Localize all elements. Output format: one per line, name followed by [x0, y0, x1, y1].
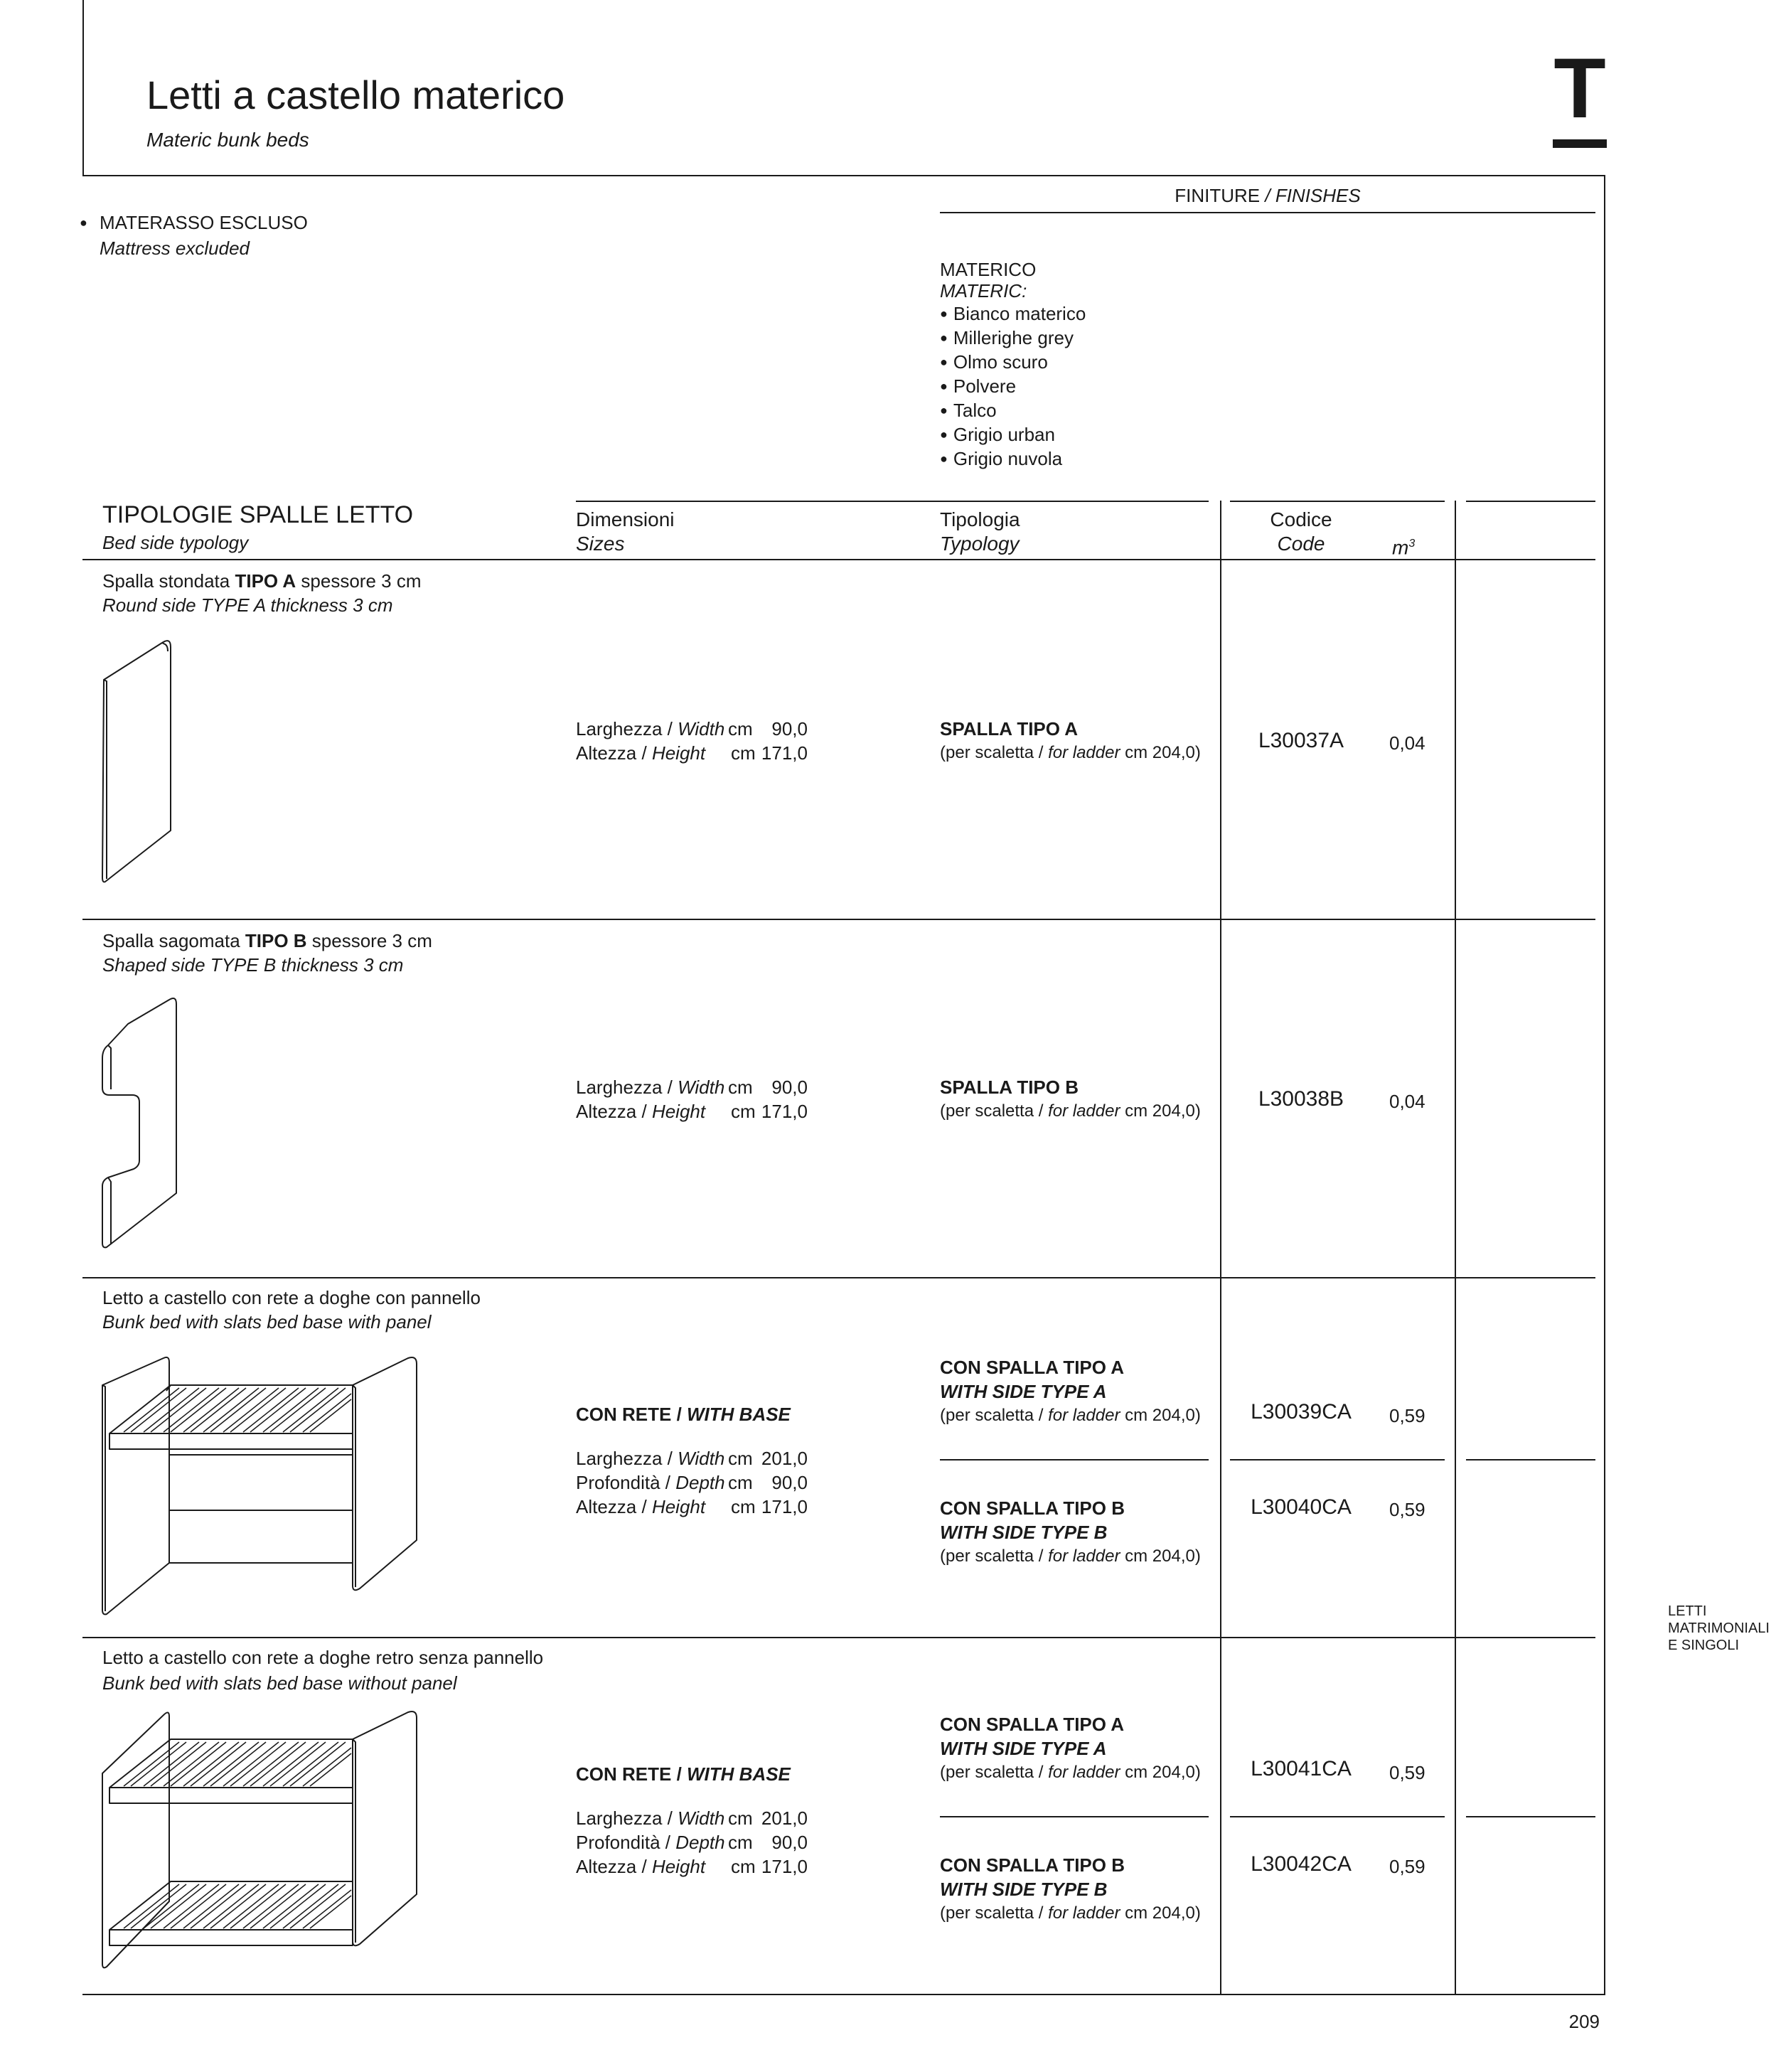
finishes-header-sep: / [1260, 185, 1275, 206]
unit-cm: cm [731, 742, 756, 764]
height-label: Altezza [576, 742, 637, 764]
row-4-variant-1-code: L30041CA [1251, 1757, 1352, 1780]
finish-item: ● Polvere [940, 375, 1086, 400]
finishes-group-it: MATERICO [940, 259, 1037, 280]
width-label-en: Width [678, 1077, 725, 1098]
col-code-en: Code [1277, 533, 1325, 555]
page-number: 209 [1568, 2011, 1600, 2032]
sep: / [636, 742, 652, 764]
side-type-a-drawing [100, 637, 178, 886]
width-value: 90,0 [771, 1077, 808, 1098]
row-1-width-value [728, 717, 808, 741]
height-label-en: Height [651, 1856, 706, 1877]
row-2-code: L30038B [1258, 1087, 1344, 1111]
col-typology: Tipologia [940, 508, 1020, 530]
code-column-divider [1220, 501, 1221, 1995]
row-4-depth-value [728, 1830, 808, 1854]
row-divider [82, 1637, 1595, 1638]
row-3-depth-value [728, 1470, 808, 1495]
depth-value: 90,0 [771, 1472, 808, 1493]
row-1-code: L30037A [1258, 729, 1344, 752]
height-label-en: Height [651, 1496, 706, 1517]
note-label: MATERASSO ESCLUSO [100, 212, 308, 233]
row-3-title-en: Bunk bed with slats bed base with panel [102, 1311, 432, 1333]
row-1-title-bold: TIPO A [235, 570, 296, 592]
row-1-title-pre: Spalla stondata [102, 570, 235, 592]
unit-cm: cm [728, 1077, 753, 1098]
sep: / [662, 1077, 678, 1098]
ladder-pre: (per scaletta / [940, 1406, 1049, 1425]
width-label-en: Width [678, 1807, 725, 1829]
depth-label-en: Depth [675, 1832, 725, 1853]
variant-divider [940, 1816, 1209, 1817]
width-label-en: Width [678, 1448, 725, 1469]
finishes-group-en: MATERIC: [940, 280, 1027, 301]
finishes-list [940, 303, 1086, 472]
width-value: 201,0 [761, 1807, 808, 1829]
row-4-height-value [731, 1854, 808, 1879]
row-3-variant-2-volume: 0,59 [1389, 1499, 1425, 1520]
row-3-width [576, 1446, 724, 1470]
ladder-pre: (per scaletta / [940, 1547, 1049, 1566]
row-4-variant-1-ladder [940, 1761, 1201, 1785]
con-rete: CON RETE / [576, 1763, 688, 1785]
ladder-pre: (per scaletta / [940, 1903, 1049, 1923]
row-2-title-en: Shaped side TYPE B thickness 3 cm [102, 954, 404, 976]
row-2-ladder [940, 1099, 1201, 1123]
ladder-post: cm 204,0) [1120, 1903, 1201, 1923]
col-dimensions: Dimensioni [576, 508, 675, 530]
row-2-type: SPALLA TIPO B [940, 1077, 1079, 1098]
with-base: WITH BASE [687, 1404, 791, 1425]
ladder-en: for ladder [1048, 1903, 1120, 1923]
depth-label-en: Depth [675, 1472, 725, 1493]
finish-item: ● Grigio urban [940, 424, 1086, 448]
row-3-variant-2-code: L30040CA [1251, 1495, 1352, 1519]
row-2-width-value [728, 1075, 808, 1099]
side-tab-line: LETTI [1668, 1603, 1707, 1619]
height-label-en: Height [651, 742, 706, 764]
row-4-variant-2-ladder [940, 1901, 1201, 1926]
row-4-variant-2-code: L30042CA [1251, 1852, 1352, 1876]
ladder-en: for ladder [1048, 1101, 1120, 1121]
finishes-divider [940, 212, 1595, 213]
row-3-title: Letto a castello con rete a doghe con pannello [102, 1287, 481, 1308]
row-3-variant-1-type: CON SPALLA TIPO A [940, 1357, 1125, 1378]
extra-column-divider [1455, 501, 1456, 1995]
row-1-type: SPALLA TIPO A [940, 718, 1079, 739]
sep: / [636, 1856, 652, 1877]
row-3-variant-1-code: L30039CA [1251, 1400, 1352, 1424]
col-volume-sup: 3 [1408, 538, 1416, 550]
brand-logo [1550, 41, 1610, 151]
row-4-variant-1-type: CON SPALLA TIPO A [940, 1714, 1125, 1735]
ladder-post: cm 204,0) [1120, 1547, 1201, 1566]
finishes-header-it: FINITURE [1175, 185, 1261, 206]
width-label: Larghezza [576, 1077, 663, 1098]
variant-divider [1230, 1816, 1445, 1817]
col-volume [1392, 532, 1415, 560]
variant-divider [1466, 1459, 1595, 1460]
row-3-variant-1-type-en: WITH SIDE TYPE A [940, 1381, 1107, 1402]
width-value: 201,0 [761, 1448, 808, 1469]
row-1-title-en: Round side TYPE A thickness 3 cm [102, 594, 393, 616]
sep: / [660, 1832, 676, 1853]
finishes-header-en: FINISHES [1275, 185, 1361, 206]
frame-right-line [1604, 175, 1605, 1995]
ladder-en: for ladder [1048, 1547, 1120, 1566]
ladder-en: for ladder [1048, 1406, 1120, 1425]
sep: / [636, 1101, 652, 1122]
side-type-b-drawing [100, 995, 185, 1251]
side-tab-line: E SINGOLI [1668, 1638, 1740, 1653]
col-header-top-line [576, 501, 1209, 502]
row-1-title-post: spessore 3 cm [296, 570, 422, 592]
variant-divider [1230, 1459, 1445, 1460]
frame-bottom-line [82, 1994, 1605, 1995]
bunk-bed-without-panel-drawing [100, 1709, 427, 1972]
row-4-variant-1-type-en: WITH SIDE TYPE A [940, 1738, 1107, 1759]
con-rete: CON RETE / [576, 1404, 688, 1425]
height-value: 171,0 [761, 1856, 808, 1877]
col-code: Codice [1270, 508, 1332, 530]
row-2-width [576, 1075, 724, 1099]
width-label: Larghezza [576, 718, 663, 739]
finish-item: ● Talco [940, 400, 1086, 424]
height-value: 171,0 [761, 742, 808, 764]
note-translation: Mattress excluded [100, 237, 250, 259]
row-2-volume: 0,04 [1389, 1091, 1425, 1112]
ladder-pre: (per scaletta / [940, 1101, 1049, 1121]
row-2-height [576, 1099, 705, 1123]
unit-cm: cm [731, 1856, 756, 1877]
row-1-height-value [731, 741, 808, 765]
ladder-post: cm 204,0) [1120, 743, 1201, 762]
ladder-post: cm 204,0) [1120, 1101, 1201, 1121]
unit-cm: cm [728, 1472, 753, 1493]
row-3-height [576, 1495, 705, 1519]
ladder-en: for ladder [1048, 1763, 1120, 1782]
ladder-post: cm 204,0) [1120, 1406, 1201, 1425]
width-value: 90,0 [771, 718, 808, 739]
unit-cm: cm [731, 1101, 756, 1122]
finishes-header [940, 183, 1595, 208]
brand-logo-letter: T [1553, 41, 1606, 136]
row-4-variant-1-volume: 0,59 [1389, 1762, 1425, 1783]
unit-cm: cm [728, 1832, 753, 1853]
row-2-title-pre: Spalla sagomata [102, 930, 245, 951]
finish-item: ● Grigio nuvola [940, 448, 1086, 472]
height-label: Altezza [576, 1101, 637, 1122]
side-tab [1668, 1603, 1770, 1654]
depth-value: 90,0 [771, 1832, 808, 1853]
col-volume-unit: m [1392, 536, 1409, 559]
frame-top-line [82, 175, 1605, 176]
height-label-en: Height [651, 1101, 706, 1122]
row-2-title [102, 929, 432, 953]
section-title: TIPOLOGIE SPALLE LETTO [102, 501, 414, 528]
row-1-height [576, 741, 705, 765]
variant-divider [940, 1459, 1209, 1460]
row-1-width [576, 717, 724, 741]
row-4-variant-2-volume: 0,59 [1389, 1856, 1425, 1877]
row-3-variant-2-type: CON SPALLA TIPO B [940, 1497, 1125, 1519]
depth-label: Profondità [576, 1472, 660, 1493]
finish-item: ● Bianco materico [940, 303, 1086, 327]
height-value: 171,0 [761, 1101, 808, 1122]
row-1-ladder [940, 741, 1201, 765]
sep: / [662, 1807, 678, 1829]
finish-item: ● Millerighe grey [940, 327, 1086, 351]
row-2-title-bold: TIPO B [245, 930, 307, 951]
row-4-title: Letto a castello con rete a doghe retro senza pannello [102, 1647, 544, 1668]
depth-label: Profondità [576, 1832, 660, 1853]
unit-cm: cm [731, 1496, 756, 1517]
row-4-variant-2-type-en: WITH SIDE TYPE B [940, 1879, 1108, 1900]
row-3-width-value [728, 1446, 808, 1470]
height-label: Altezza [576, 1856, 637, 1877]
row-2-height-value [731, 1099, 808, 1123]
row-3-depth [576, 1470, 725, 1495]
col-typology-en: Typology [940, 533, 1020, 555]
ladder-en: for ladder [1048, 743, 1120, 762]
row-divider [82, 1277, 1595, 1278]
width-label-en: Width [678, 718, 725, 739]
sep: / [636, 1496, 652, 1517]
with-base: WITH BASE [687, 1763, 791, 1785]
unit-cm: cm [728, 1448, 753, 1469]
ladder-pre: (per scaletta / [940, 743, 1049, 762]
row-4-variant-2-type: CON SPALLA TIPO B [940, 1854, 1125, 1876]
unit-cm: cm [728, 718, 753, 739]
col-header-top-line [1466, 501, 1595, 502]
row-divider [82, 919, 1595, 920]
col-dimensions-en: Sizes [576, 533, 625, 555]
row-3-variant-1-volume: 0,59 [1389, 1405, 1425, 1426]
row-4-title-en: Bunk bed with slats bed base without panel [102, 1672, 457, 1694]
bunk-bed-with-panel-drawing [100, 1355, 427, 1618]
variant-divider [1466, 1816, 1595, 1817]
row-1-title [102, 569, 421, 593]
sep: / [660, 1472, 676, 1493]
row-4-width [576, 1806, 724, 1830]
row-3-height-value [731, 1495, 808, 1519]
table-header-divider [82, 559, 1595, 560]
page-subtitle: Materic bunk beds [146, 129, 309, 151]
ladder-pre: (per scaletta / [940, 1763, 1049, 1782]
sep: / [662, 718, 678, 739]
page-title: Letti a castello materico [146, 73, 565, 117]
width-label: Larghezza [576, 1448, 663, 1469]
ladder-post: cm 204,0) [1120, 1763, 1201, 1782]
side-tab-line: MATRIMONIALI [1668, 1620, 1770, 1636]
unit-cm: cm [728, 1807, 753, 1829]
col-header-top-line [1230, 501, 1445, 502]
row-3-variant-2-type-en: WITH SIDE TYPE B [940, 1522, 1108, 1543]
frame-left-line [82, 0, 84, 176]
row-2-title-post: spessore 3 cm [306, 930, 432, 951]
row-1-volume: 0,04 [1389, 732, 1425, 754]
row-3-variant-1-ladder [940, 1404, 1201, 1428]
width-label: Larghezza [576, 1807, 663, 1829]
finish-item: ● Olmo scuro [940, 351, 1086, 375]
note-bullet-icon: ● [80, 215, 87, 230]
brand-logo-bar [1553, 139, 1607, 148]
row-4-height [576, 1854, 705, 1879]
height-value: 171,0 [761, 1496, 808, 1517]
row-3-base [576, 1402, 791, 1426]
sep: / [662, 1448, 678, 1469]
height-label: Altezza [576, 1496, 637, 1517]
row-3-variant-2-ladder [940, 1544, 1201, 1569]
row-4-base [576, 1762, 791, 1786]
row-4-width-value [728, 1806, 808, 1830]
row-4-depth [576, 1830, 725, 1854]
section-subtitle: Bed side typology [102, 532, 249, 553]
